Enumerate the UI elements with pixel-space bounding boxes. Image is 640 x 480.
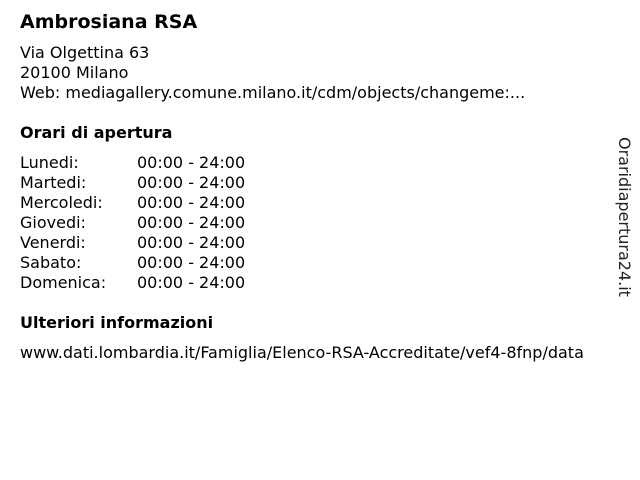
time-range: 00:00 - 24:00: [137, 233, 246, 252]
time-range: 00:00 - 24:00: [137, 213, 246, 232]
day-label: Lunedi:: [20, 153, 79, 172]
address-block: [20, 43, 525, 103]
day-label: Giovedi:: [20, 213, 86, 232]
opening-hours-heading: Orari di apertura: [20, 123, 173, 142]
place-name: Ambrosiana RSA: [20, 11, 198, 33]
city: 20100 Milano: [20, 63, 129, 82]
street-address: Via Olgettina 63: [20, 43, 150, 62]
day-label: Mercoledi:: [20, 193, 103, 212]
day-label: Venerdi:: [20, 233, 86, 252]
web-link[interactable]: Web: mediagallery.comune.milano.it/cdm/objects/changeme:...: [20, 83, 526, 102]
time-range: 00:00 - 24:00: [137, 173, 246, 192]
day-label: Sabato:: [20, 253, 82, 272]
time-range: 00:00 - 24:00: [137, 253, 246, 272]
time-range: 00:00 - 24:00: [137, 273, 246, 292]
more-info-heading: Ulteriori informazioni: [20, 313, 214, 332]
more-info-link[interactable]: www.dati.lombardia.it/Famiglia/Elenco-RSA-Accreditate/vef4-8fnp/data: [20, 343, 584, 362]
day-label: Domenica:: [20, 273, 107, 292]
site-watermark: Oraridiapertura24.it: [615, 137, 634, 297]
time-range: 00:00 - 24:00: [137, 193, 246, 212]
day-label: Martedi:: [20, 173, 87, 192]
time-range: 00:00 - 24:00: [137, 153, 246, 172]
